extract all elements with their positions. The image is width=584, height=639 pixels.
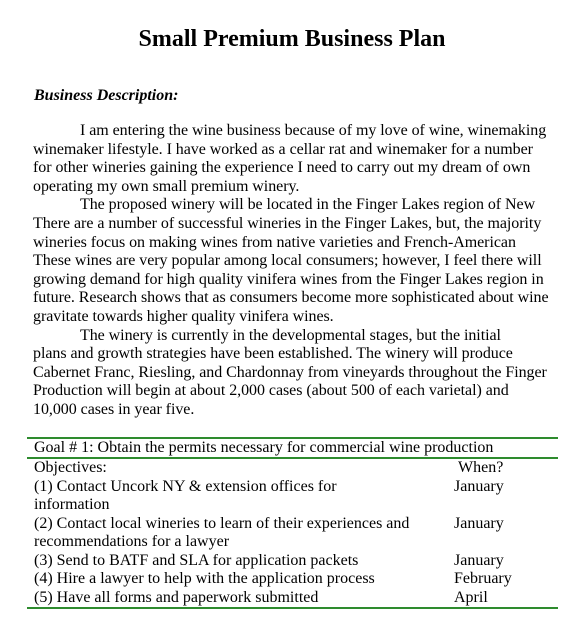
paragraph-line: These wines are very popular among local consumers; however, I feel there will — [33, 252, 542, 270]
paragraph-line: There are a number of successful wineries in the Finger Lakes, but, the majority — [33, 214, 542, 232]
business-description-body — [33, 122, 578, 420]
paragraph-line: gravitate towards higher quality vinifera wines. — [33, 307, 334, 325]
paragraph-line: Cabernet Franc, Riesling, and Chardonnay from vineyards throughout the Finger — [33, 363, 547, 381]
paragraph-line: future. Research shows that as consumers become more sophisticated about wine — [33, 289, 549, 307]
paragraph-line: winemaker lifestyle. I have worked as a cellar rat and winemaker for a number — [33, 140, 533, 158]
objective-text: (2) Contact local wineries to learn of their experiences and — [34, 514, 410, 532]
objective-when: January — [454, 551, 504, 569]
goal-row: Goal # 1: Obtain the permits necessary for commercial wine production — [34, 439, 494, 456]
objective-when: April — [454, 588, 488, 606]
objective-text: information — [34, 496, 110, 513]
objective-row — [27, 478, 558, 515]
objective-row — [27, 552, 558, 571]
paragraph-line: I am entering the wine business because of my love of wine, winemaking — [80, 122, 547, 139]
objective-text: (5) Have all forms and paperwork submitted — [34, 588, 319, 606]
objective-text: (1) Contact Uncork NY & extension offices for — [34, 477, 337, 495]
paragraph-line: The winery is currently in the developmental stages, but the initial — [80, 326, 501, 344]
objective-row — [27, 589, 558, 608]
paragraph-line: 10,000 cases in year five. — [33, 400, 195, 418]
paragraph-line: growing demand for high quality vinifera wines from the Finger Lakes region in — [33, 270, 544, 288]
goal-table — [27, 437, 558, 609]
paragraph-line: for other wineries gaining the experience I need to carry out my dream of own — [33, 159, 531, 177]
objective-when: February — [454, 570, 512, 587]
objectives-label: Objectives: — [34, 459, 107, 476]
paragraph-line: Production will begin at about 2,000 cases (about 500 of each varietal) and — [33, 382, 509, 400]
objective-list — [27, 478, 558, 608]
objective-text: (3) Send to BATF and SLA for application packets — [34, 551, 359, 569]
objectives-header-row — [27, 459, 558, 478]
paragraph-line: The proposed winery will be located in the Finger Lakes region of New — [80, 196, 536, 214]
table-bottom-rule — [27, 607, 558, 609]
section-heading: Business Description: — [34, 87, 179, 104]
paragraph-line: plans and growth strategies have been established. The winery will produce — [33, 345, 513, 363]
paragraph-line: operating my own small premium winery. — [33, 177, 300, 195]
document-title: Small Premium Business Plan — [138, 26, 446, 52]
objective-when: January — [454, 477, 504, 495]
objective-row — [27, 515, 558, 552]
objective-text: (4) Hire a lawyer to help with the application process — [34, 570, 375, 587]
paragraph-line: wineries focus on making wines from native varieties and French-American — [33, 233, 516, 251]
objective-row — [27, 570, 558, 589]
objective-when: January — [454, 514, 504, 532]
objective-text: recommendations for a lawyer — [34, 533, 230, 550]
when-label: When? — [458, 459, 504, 476]
